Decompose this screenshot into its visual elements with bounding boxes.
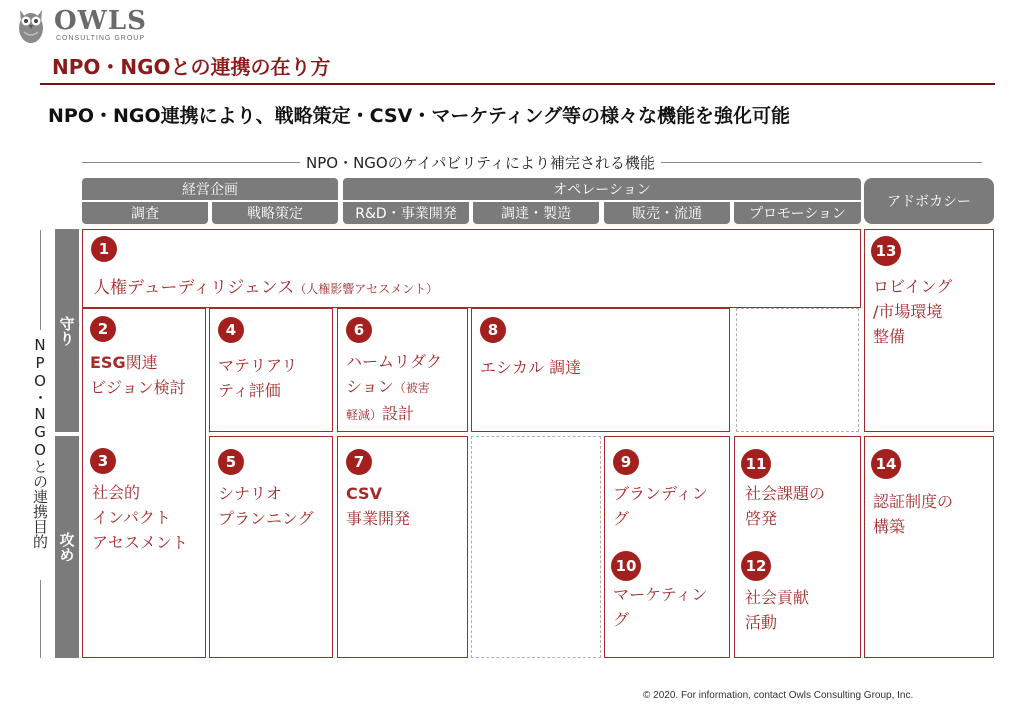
item-5-line1: シナリオ: [218, 484, 282, 503]
badge-6: 6: [346, 317, 372, 343]
item-14-line2: 構築: [873, 517, 906, 536]
badge-9: 9: [613, 449, 639, 475]
item-11-label: [745, 481, 825, 531]
item-13-label: [873, 274, 952, 349]
item-5-label: [218, 481, 314, 531]
logo: [14, 4, 164, 44]
item-2-vision: ビジョン検討: [90, 378, 186, 397]
row-defense-label: 守り: [57, 315, 76, 346]
item-11-line1: 社会課題の: [745, 484, 826, 503]
function-sales: 販売・流通: [604, 202, 730, 224]
function-research: 調査: [82, 202, 208, 224]
item-10-label: [613, 582, 707, 632]
item-7: [337, 436, 468, 658]
footer-copyright: © 2020. For information, contact Owls Consulting Group, Inc.: [643, 690, 914, 701]
badge-14: 14: [871, 449, 901, 479]
row-defense: [55, 229, 79, 432]
owl-icon: [14, 4, 48, 44]
item-2-kanren: 関連: [125, 353, 158, 372]
row-offense: [55, 436, 79, 658]
badge-8: 8: [480, 317, 506, 343]
item-14: [864, 436, 994, 658]
badge-5: 5: [218, 449, 244, 475]
item-14-line1: 認証制度の: [873, 492, 954, 511]
item-6-line2a: ション: [346, 377, 394, 396]
item-6-line3a: 軽減）: [346, 408, 383, 422]
item-7-line2: 事業開発: [346, 509, 411, 528]
badge-1: 1: [91, 236, 117, 262]
item-6-line2b: （被害: [393, 381, 430, 395]
item-13-line3: 整備: [873, 327, 906, 346]
empty-cell-promotion-defense: [736, 308, 859, 432]
item-9-line2: グ: [613, 509, 630, 528]
page-title: NPO・NGOとの連携の在り方: [52, 55, 331, 79]
empty-cell-procurement-offense: [471, 436, 601, 658]
item-1-label: [93, 276, 438, 302]
item-10-line1: マーケティン: [613, 585, 708, 604]
item-6-line1: ハームリダク: [346, 352, 443, 371]
purpose-caption: NPO・NGOとの連携目的: [31, 336, 49, 549]
item-5: [209, 436, 333, 658]
item-11-line2: 啓発: [745, 509, 778, 528]
item-2-esg: ESG: [90, 353, 126, 372]
item-13: [864, 229, 994, 432]
item-4-line2: ティ評価: [218, 381, 281, 400]
item-6: [337, 308, 468, 432]
group-planning: 経営企画: [82, 178, 338, 200]
function-promotion: プロモーション: [734, 202, 861, 224]
item-3: [82, 436, 206, 658]
item-13-line2: /市場環境: [873, 302, 943, 321]
page-subtitle: NPO・NGO連携により、戦略策定・CSV・マーケティング等の様々な機能を強化可能: [48, 105, 791, 127]
badge-10: 10: [611, 551, 641, 581]
item-5-line2: プランニング: [218, 509, 314, 528]
group-operations: オペレーション: [343, 178, 861, 200]
item-4-line1: マテリアリ: [218, 356, 298, 375]
badge-12: 12: [741, 551, 771, 581]
purpose-line-bottom: [40, 580, 41, 658]
badge-3: 3: [90, 448, 116, 474]
item-4: [209, 308, 333, 432]
item-1-note: （人権影響アセスメント）: [294, 282, 439, 296]
item-8-label: エシカル 調達: [480, 358, 582, 377]
row-offense-label: 攻め: [57, 532, 76, 562]
item-3-line3: アセスメント: [92, 533, 188, 552]
function-rd: R&D・事業開発: [343, 202, 469, 224]
group-advocacy: アドボカシー: [864, 178, 994, 224]
item-6-line3b: 設計: [382, 404, 415, 423]
item-3-line2: インパクト: [92, 508, 171, 527]
item-8: [471, 308, 730, 432]
logo-subtitle: CONSULTING GROUP: [56, 35, 145, 42]
item-7-line1: CSV: [346, 484, 382, 503]
item-4-label: [218, 353, 297, 403]
item-human-rights-dd: [82, 229, 861, 308]
item-9-10: [604, 436, 730, 658]
function-strategy: 戦略策定: [212, 202, 338, 224]
badge-7: 7: [346, 449, 372, 475]
item-3-line1: 社会的: [92, 483, 141, 502]
item-11-12: [734, 436, 861, 658]
purpose-line-top: [40, 230, 41, 330]
item-13-line1: ロビイング: [873, 277, 953, 296]
item-12-line1: 社会貢献: [745, 588, 810, 607]
badge-11: 11: [741, 449, 771, 479]
item-1-text: 人権デューディリジェンス: [93, 278, 295, 298]
function-procurement: 調達・製造: [473, 202, 599, 224]
item-10-line2: グ: [613, 610, 630, 629]
item-3-label: [92, 480, 188, 555]
item-6-label: [346, 349, 442, 428]
item-12-label: [745, 585, 809, 635]
item-7-label: [346, 481, 410, 531]
title-rule: [40, 83, 995, 85]
item-14-label: [873, 489, 953, 539]
badge-13: 13: [871, 236, 901, 266]
item-9-label: [613, 481, 708, 531]
item-9-line1: ブランディン: [613, 484, 708, 503]
badge-2: 2: [90, 316, 116, 342]
item-12-line2: 活動: [745, 613, 778, 632]
capability-caption: NPO・NGOのケイパビリティにより補完される機能: [300, 152, 661, 173]
badge-4: 4: [218, 317, 244, 343]
logo-name: OWLS: [54, 6, 147, 36]
